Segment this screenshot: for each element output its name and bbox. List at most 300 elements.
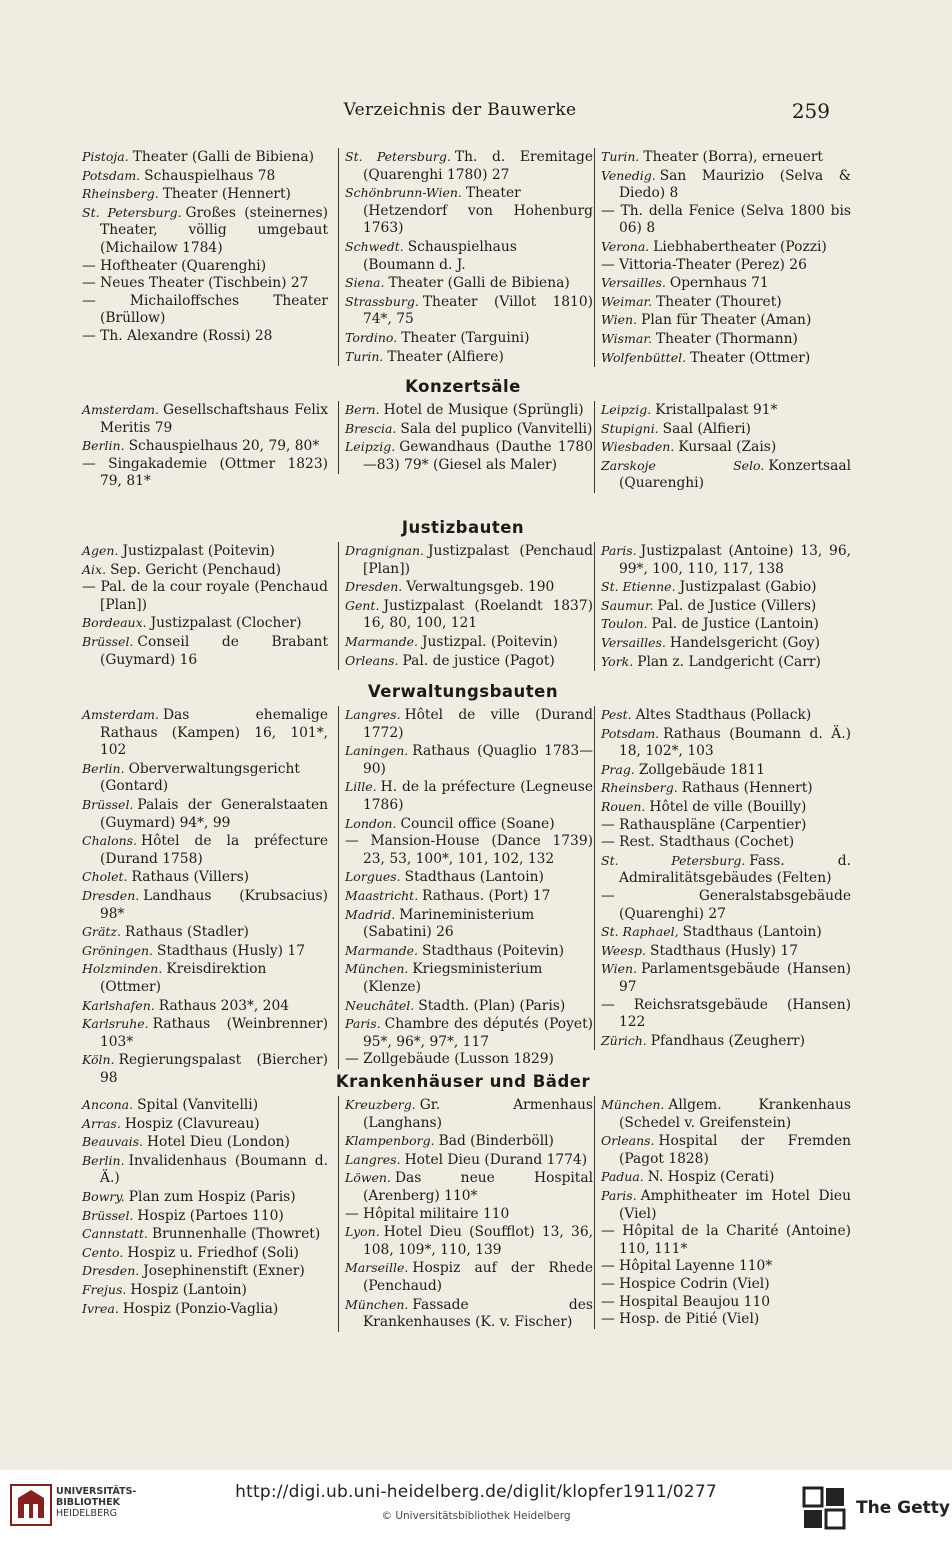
index-entry bbox=[82, 258, 328, 276]
index-entry bbox=[82, 796, 328, 832]
entry-place: Berlin. bbox=[82, 1152, 125, 1168]
index-entry bbox=[345, 1015, 593, 1051]
index-entry bbox=[345, 1051, 593, 1069]
index-entry bbox=[601, 1187, 851, 1223]
index-entry bbox=[345, 652, 593, 671]
entry-text: N. Hospiz (Cerati) bbox=[647, 1169, 775, 1186]
entry-text: Schauspielhaus 20, 79, 80* bbox=[128, 438, 320, 455]
entry-place: St. Petersburg. bbox=[345, 149, 451, 164]
entry-text: Plan zum Hospiz (Paris) bbox=[128, 1188, 296, 1205]
entry-text: Justizpalast (Clocher) bbox=[150, 615, 302, 632]
index-entry bbox=[82, 1300, 328, 1319]
column-3 bbox=[594, 401, 851, 493]
entry-place: Lille. bbox=[345, 779, 377, 795]
entry-place: Siena. bbox=[345, 275, 385, 291]
entry-place: Karlsruhe. bbox=[82, 1016, 149, 1032]
index-entry bbox=[345, 542, 593, 578]
index-entry bbox=[82, 706, 328, 760]
index-entry bbox=[82, 887, 328, 923]
entry-place: St. Etienne. bbox=[601, 579, 676, 595]
entry-text: Schauspielhaus 78 bbox=[144, 167, 276, 184]
index-entry bbox=[345, 348, 593, 367]
entry-text: Schauspielhaus (Boumann d. J. bbox=[363, 238, 517, 273]
entry-place: Schönbrunn-Wien. bbox=[345, 185, 462, 201]
entry-place: Brüssel. bbox=[82, 633, 134, 649]
index-entry bbox=[82, 1188, 328, 1207]
entry-text: Rathaus (Quaglio 1783—90) bbox=[363, 743, 593, 777]
entry-place: Rheinsberg. bbox=[601, 780, 678, 796]
index-entry bbox=[82, 1096, 328, 1115]
entry-text: Kreisdirektion (Ottmer) bbox=[100, 961, 267, 995]
entry-place: Dresden. bbox=[345, 579, 403, 595]
section-theater bbox=[82, 148, 851, 370]
entry-text: Fass. d. Admiralitätsgebäudes (Felten) bbox=[619, 852, 852, 887]
index-entry bbox=[82, 832, 328, 868]
column-2 bbox=[338, 1096, 593, 1332]
entry-place: Venedig. bbox=[601, 167, 656, 183]
entry-text: Theater (Villot 1810) 74*, 75 bbox=[363, 293, 593, 328]
column-2 bbox=[338, 706, 593, 1069]
entry-text: Oberverwaltungsgericht (Gontard) bbox=[100, 760, 300, 795]
library-name-line: BIBLIOTHEK bbox=[56, 1497, 120, 1508]
entry-place: Bern. bbox=[345, 402, 380, 417]
entry-place: Potsdam. bbox=[82, 167, 141, 183]
index-entry bbox=[345, 868, 593, 887]
entry-place: Turin. bbox=[601, 149, 640, 164]
index-entry bbox=[82, 167, 328, 186]
index-entry bbox=[601, 706, 851, 725]
entry-text: — Reichsratsgebäude (Hansen) 122 bbox=[601, 996, 851, 1031]
entry-place: Köln. bbox=[82, 1052, 115, 1068]
entry-place: Marseille. bbox=[345, 1260, 409, 1276]
entry-text: Gr. Armenhaus (Langhans) bbox=[363, 1097, 593, 1131]
entry-place: Laningen. bbox=[345, 743, 409, 759]
index-entry bbox=[82, 1015, 328, 1051]
entry-place: Leipzig. bbox=[345, 439, 396, 455]
entry-place: Frejus. bbox=[82, 1281, 127, 1297]
entry-place: Verona. bbox=[601, 238, 650, 254]
entry-place: Stupigni. bbox=[601, 420, 659, 436]
column-2 bbox=[338, 542, 593, 670]
entry-text: — Rest. Stadthaus (Cochet) bbox=[601, 834, 795, 851]
entry-place: Weimar. bbox=[601, 293, 653, 309]
entry-place: Ancona. bbox=[82, 1097, 134, 1112]
entry-text: Josephinenstift (Exner) bbox=[143, 1263, 305, 1280]
entry-place: Langres. bbox=[345, 707, 401, 722]
section-columns bbox=[82, 1096, 851, 1432]
entry-text: — Neues Theater (Tischbein) 27 bbox=[82, 275, 309, 292]
entry-text: Hotel Dieu (London) bbox=[147, 1134, 290, 1151]
entry-place: Versailles. bbox=[601, 634, 666, 650]
index-entry bbox=[345, 833, 593, 868]
index-entry bbox=[82, 1152, 328, 1188]
entry-text: — Vittoria-Theater (Perez) 26 bbox=[601, 256, 807, 273]
entry-text: Das ehemalige Rathaus (Kampen) 16, 101*, 102 bbox=[100, 707, 328, 759]
column-1 bbox=[82, 148, 328, 346]
entry-text: Sep. Gericht (Penchaud) bbox=[110, 561, 282, 578]
entry-place: Maastricht. bbox=[345, 887, 419, 903]
entry-text: — Pal. de la cour royale (Penchaud [Plan]) bbox=[82, 579, 328, 613]
section-konzertsaele bbox=[82, 376, 851, 513]
index-entry bbox=[345, 293, 593, 329]
entry-text: Hospiz (Ponzio-Vaglia) bbox=[122, 1300, 279, 1317]
entry-place: Langres. bbox=[345, 1151, 401, 1167]
entry-place: Klampenborg. bbox=[345, 1133, 435, 1149]
entry-text: Invalidenhaus (Boumann d. Ä.) bbox=[100, 1152, 328, 1187]
entry-text: Hospiz u. Friedhof (Soli) bbox=[127, 1244, 299, 1261]
section-title: Justizbauten bbox=[401, 518, 525, 537]
entry-text: — Rathauspläne (Carpentier) bbox=[601, 816, 807, 833]
entry-text: Stadthaus (Husly) 17 bbox=[650, 942, 798, 959]
section-columns bbox=[82, 542, 851, 674]
entry-text: Hôtel de ville (Durand 1772) bbox=[363, 707, 593, 741]
index-entry bbox=[601, 148, 851, 167]
index-entry bbox=[82, 456, 328, 491]
entry-text: Justizpalast (Gabio) bbox=[679, 579, 817, 596]
column-3 bbox=[594, 148, 851, 367]
index-entry bbox=[82, 185, 328, 204]
entry-text: Sala del puplico (Vanvitelli) bbox=[400, 420, 593, 437]
entry-text: Allgem. Krankenhaus (Schedel v. Greifenstein) bbox=[619, 1097, 851, 1131]
index-entry bbox=[345, 960, 593, 996]
entry-text: Theater (Thormann) bbox=[655, 330, 798, 347]
entry-text: Rathaus (Stadler) bbox=[125, 924, 249, 941]
index-entry bbox=[601, 203, 851, 238]
entry-text: Gesellschaftshaus Felix Meritis 79 bbox=[100, 402, 328, 436]
index-entry bbox=[82, 328, 328, 346]
index-entry bbox=[82, 633, 328, 669]
entry-place: Wien. bbox=[601, 312, 638, 328]
entry-text: Theater (Ottmer) bbox=[690, 349, 811, 366]
index-entry bbox=[601, 1294, 851, 1312]
index-entry bbox=[345, 942, 593, 961]
index-entry bbox=[601, 274, 851, 293]
entry-place: Berlin. bbox=[82, 760, 125, 776]
index-entry bbox=[601, 257, 851, 275]
entry-place: Arras. bbox=[82, 1115, 121, 1131]
entry-text: Palais der Generalstaaten (Guymard) 94*, 99 bbox=[100, 796, 328, 831]
column-3 bbox=[594, 542, 851, 671]
index-entry bbox=[601, 438, 851, 457]
index-entry bbox=[82, 1281, 328, 1300]
entry-place: Zarskoje Selo. bbox=[601, 457, 765, 473]
heidelberg-university-library-logo-icon bbox=[10, 1484, 52, 1526]
entry-place: Wien. bbox=[601, 961, 638, 977]
copyright-notice: © Universitätsbibliothek Heidelberg bbox=[381, 1510, 571, 1522]
entry-text: Council office (Soane) bbox=[400, 815, 555, 832]
entry-place: Gröningen. bbox=[82, 942, 154, 958]
entry-place: Cento. bbox=[82, 1244, 124, 1260]
index-entry bbox=[345, 706, 593, 742]
entry-text: Justizpalast (Poitevin) bbox=[122, 543, 275, 559]
entry-text: — Hosp. de Pitié (Viel) bbox=[601, 1311, 760, 1328]
entry-place: Orleans. bbox=[601, 1133, 655, 1149]
entry-text: H. de la préfecture (Legneuse 1786) bbox=[363, 779, 593, 813]
page-number: 259 bbox=[791, 99, 830, 123]
index-entry bbox=[601, 578, 851, 597]
entry-place: Wismar. bbox=[601, 330, 652, 346]
entry-text: Brunnenhalle (Thowret) bbox=[152, 1226, 321, 1243]
index-entry bbox=[82, 868, 328, 887]
entry-place: Cholet. bbox=[82, 869, 128, 885]
index-entry bbox=[82, 401, 328, 437]
entry-place: Amsterdam. bbox=[82, 707, 159, 722]
entry-text: Kursaal (Zais) bbox=[678, 439, 777, 456]
entry-text: Stadth. (Plan) (Paris) bbox=[418, 997, 566, 1014]
entry-text: Theater (Targuini) bbox=[401, 329, 530, 346]
entry-text: Spital (Vanvitelli) bbox=[137, 1097, 259, 1113]
section-title: Konzertsäle bbox=[405, 377, 521, 396]
entry-place: Lorgues. bbox=[345, 869, 401, 885]
index-entry bbox=[601, 1168, 851, 1187]
entry-place: Weesp. bbox=[601, 942, 647, 958]
entry-place: York. bbox=[601, 653, 634, 669]
entry-place: Aix. bbox=[82, 561, 107, 577]
getty-logo-icon bbox=[802, 1486, 848, 1530]
index-entry bbox=[601, 1223, 851, 1258]
index-entry bbox=[601, 238, 851, 257]
entry-place: Tordino. bbox=[345, 329, 398, 345]
section-justizbauten bbox=[82, 517, 851, 674]
entry-place: Neuchâtel. bbox=[345, 997, 415, 1013]
entry-text: — Hospital Beaujou 110 bbox=[601, 1293, 771, 1310]
index-entry bbox=[601, 942, 851, 961]
entry-text: Hôtel de la préfecture (Durand 1758) bbox=[100, 833, 328, 867]
entry-place: Bowry. bbox=[82, 1188, 125, 1204]
entry-text: Th. d. Eremitage (Quarenghi 1780) 27 bbox=[363, 149, 593, 183]
entry-text: Hotel Dieu (Durand 1774) bbox=[404, 1151, 588, 1168]
index-entry bbox=[82, 1262, 328, 1281]
entry-text: Rathaus (Villers) bbox=[131, 869, 250, 886]
column-1 bbox=[82, 542, 328, 669]
index-entry bbox=[345, 778, 593, 814]
entry-text: Hôtel de ville (Bouilly) bbox=[649, 798, 807, 815]
entry-text: — Singakademie (Ottmer 1823) 79, 81* bbox=[82, 455, 328, 490]
index-entry bbox=[82, 148, 328, 167]
permalink-url[interactable]: http://digi.ub.uni-heidelberg.de/diglit/klopfer1911/0277 bbox=[235, 1482, 717, 1502]
index-entry bbox=[601, 330, 851, 349]
entry-place: München. bbox=[601, 1097, 665, 1112]
index-entry bbox=[601, 542, 851, 578]
index-entry bbox=[345, 633, 593, 652]
index-entry bbox=[345, 1132, 593, 1151]
entry-place: Karlshafen. bbox=[82, 997, 155, 1013]
index-entry bbox=[601, 960, 851, 996]
entry-place: Saumur. bbox=[601, 597, 654, 613]
entry-place: Potsdam. bbox=[601, 725, 660, 741]
entry-text: Gewandhaus (Dauthe 1780—83) 79* (Giesel als Maler) bbox=[363, 439, 593, 473]
entry-text: Stadthaus (Husly) 17 bbox=[157, 942, 305, 959]
index-entry bbox=[601, 634, 851, 653]
entry-place: Padua. bbox=[601, 1169, 644, 1185]
index-entry bbox=[345, 401, 593, 420]
column-1 bbox=[82, 401, 328, 491]
index-entry bbox=[82, 579, 328, 614]
entry-text: Konzertsaal (Quarenghi) bbox=[619, 457, 851, 492]
entry-text: Theater (Hennert) bbox=[162, 186, 291, 203]
library-name-line: UNIVERSITÄTS- bbox=[56, 1486, 137, 1497]
index-entry bbox=[601, 1258, 851, 1276]
entry-text: Pfandhaus (Zeugherr) bbox=[650, 1032, 806, 1049]
index-entry bbox=[82, 293, 328, 328]
index-entry bbox=[345, 742, 593, 778]
column-1 bbox=[82, 1096, 328, 1318]
entry-place: Wolfenbüttel. bbox=[601, 349, 687, 365]
entry-text: Verwaltungsgeb. 190 bbox=[406, 579, 555, 596]
entry-place: Madrid. bbox=[345, 906, 396, 922]
index-entry bbox=[601, 779, 851, 798]
entry-text: Rathaus (Boumann d. Ä.) 18, 102*, 103 bbox=[619, 725, 851, 760]
entry-place: Zürich. bbox=[601, 1032, 647, 1048]
index-entry bbox=[601, 725, 851, 761]
entry-text: Rathaus 203*, 204 bbox=[158, 997, 290, 1014]
entry-place: Dresden. bbox=[82, 887, 140, 903]
entry-place: Paris. bbox=[601, 1187, 637, 1203]
index-entry bbox=[345, 597, 593, 633]
entry-text: Hospiz (Lantoin) bbox=[130, 1281, 247, 1298]
entry-place: Dresden. bbox=[82, 1263, 140, 1279]
entry-text: Theater (Alfiere) bbox=[387, 348, 504, 365]
entry-text: Parlamentsgebäude (Hansen) 97 bbox=[619, 961, 851, 995]
entry-place: München. bbox=[345, 961, 409, 977]
entry-text: — Michailoffsches Theater (Brüllow) bbox=[82, 292, 328, 327]
index-entry bbox=[345, 887, 593, 906]
entry-text: Rathaus (Hennert) bbox=[681, 780, 813, 797]
section-columns bbox=[82, 148, 851, 370]
index-entry bbox=[345, 1096, 593, 1132]
section-krankenhaeuser bbox=[82, 1071, 851, 1432]
index-entry bbox=[345, 1223, 593, 1259]
entry-place: Pest. bbox=[601, 707, 632, 722]
index-entry bbox=[345, 274, 593, 293]
entry-text: — Th. Alexandre (Rossi) 28 bbox=[82, 327, 273, 344]
index-entry bbox=[601, 1032, 851, 1051]
entry-place: Marmande. bbox=[345, 633, 418, 649]
index-entry bbox=[345, 329, 593, 348]
entry-text: Altes Stadthaus (Pollack) bbox=[635, 707, 812, 723]
index-entry bbox=[345, 420, 593, 439]
index-entry bbox=[345, 148, 593, 184]
entry-text: Conseil de Brabant (Guymard) 16 bbox=[100, 633, 328, 668]
entry-place: Wiesbaden. bbox=[601, 439, 675, 455]
index-entry bbox=[82, 1244, 328, 1263]
entry-place: Cannstatt. bbox=[82, 1226, 149, 1242]
entry-text: Saal (Alfieri) bbox=[662, 420, 751, 437]
index-entry bbox=[345, 184, 593, 238]
entry-place: Amsterdam. bbox=[82, 402, 159, 417]
index-entry bbox=[82, 437, 328, 456]
entry-text: Pal. de Justice (Villers) bbox=[657, 597, 817, 614]
entry-place: Turin. bbox=[345, 348, 384, 364]
entry-text: Pal. de Justice (Lantoin) bbox=[651, 616, 819, 633]
entry-text: Theater (Borra), erneuert bbox=[643, 149, 823, 165]
section-title: Verwaltungsbauten bbox=[367, 682, 559, 701]
index-entry bbox=[345, 1151, 593, 1170]
entry-text: — Hôpital militaire 110 bbox=[345, 1205, 510, 1222]
index-entry bbox=[82, 275, 328, 293]
entry-text: Liebhabertheater (Pozzi) bbox=[653, 238, 827, 255]
index-entry bbox=[601, 597, 851, 616]
entry-text: Rathaus (Weinbrenner) 103* bbox=[100, 1016, 328, 1050]
entry-text: Zollgebäude 1811 bbox=[638, 761, 765, 778]
viewer-footer bbox=[0, 1470, 952, 1542]
entry-text: — Hoftheater (Quarenghi) bbox=[82, 257, 267, 274]
index-entry bbox=[601, 349, 851, 368]
entry-text: Hospiz (Clavureau) bbox=[124, 1115, 260, 1132]
entry-text: Bad (Binderböll) bbox=[438, 1133, 554, 1150]
partner-name: The Getty bbox=[856, 1498, 950, 1518]
column-3 bbox=[594, 706, 851, 1050]
index-entry bbox=[601, 1096, 851, 1132]
index-entry bbox=[601, 923, 851, 942]
entry-place: Lyon. bbox=[345, 1224, 380, 1240]
index-entry bbox=[345, 1206, 593, 1224]
entry-text: Kristallpalast 91* bbox=[655, 402, 778, 418]
index-entry bbox=[601, 401, 851, 420]
entry-place: Strassburg. bbox=[345, 293, 419, 309]
entry-text: Justizpalast (Penchaud [Plan]) bbox=[363, 543, 593, 577]
entry-text: Opernhaus 71 bbox=[669, 275, 769, 292]
library-name bbox=[56, 1486, 136, 1519]
entry-text: Pal. de justice (Pagot) bbox=[402, 652, 555, 669]
entry-text: — Zollgebäude (Lusson 1829) bbox=[345, 1051, 554, 1068]
library-name-line: HEIDELBERG bbox=[56, 1508, 118, 1519]
entry-place: St. Petersburg. bbox=[601, 852, 746, 868]
entry-text: Stadthaus (Lantoin) bbox=[682, 924, 822, 941]
index-entry bbox=[601, 293, 851, 312]
entry-text: Hospiz (Partoes 110) bbox=[137, 1207, 284, 1224]
index-entry bbox=[601, 615, 851, 634]
index-entry bbox=[601, 1276, 851, 1294]
entry-place: Paris. bbox=[601, 543, 637, 558]
index-entry bbox=[601, 888, 851, 923]
entry-text: Hospital der Fremden (Pagot 1828) bbox=[619, 1133, 851, 1167]
section-title: Krankenhäuser und Bäder bbox=[335, 1072, 591, 1091]
entry-text: Justizpalast (Roelandt 1837) 16, 80, 100, 121 bbox=[363, 597, 593, 632]
index-entry bbox=[345, 1296, 593, 1332]
entry-place: Rouen. bbox=[601, 798, 646, 814]
index-entry bbox=[345, 815, 593, 834]
entry-place: Brüssel. bbox=[82, 1207, 134, 1223]
index-entry bbox=[82, 942, 328, 961]
entry-place: Prag. bbox=[601, 761, 635, 777]
entry-text: Plan für Theater (Aman) bbox=[641, 312, 812, 329]
index-entry bbox=[82, 1225, 328, 1244]
index-entry bbox=[82, 997, 328, 1016]
entry-place: Gent. bbox=[345, 597, 380, 613]
index-entry bbox=[82, 561, 328, 580]
index-entry bbox=[82, 923, 328, 942]
entry-place: Marmande. bbox=[345, 942, 418, 958]
entry-place: Löwen. bbox=[345, 1170, 391, 1186]
index-entry bbox=[82, 760, 328, 796]
column-2 bbox=[338, 401, 593, 474]
entry-place: London. bbox=[345, 815, 397, 831]
index-entry bbox=[601, 761, 851, 780]
entry-place: Orleans. bbox=[345, 652, 399, 668]
column-1 bbox=[82, 706, 328, 1087]
entry-text: Stadthaus (Poitevin) bbox=[421, 942, 565, 959]
entry-place: Ivrea. bbox=[82, 1300, 119, 1316]
entry-text: — Th. della Fenice (Selva 1800 bis 06) 8 bbox=[601, 202, 851, 237]
entry-place: Holzminden. bbox=[82, 961, 163, 977]
entry-text: Theater (Galli de Bibiena) bbox=[388, 275, 570, 292]
entry-place: Toulon. bbox=[601, 616, 648, 632]
index-entry bbox=[82, 542, 328, 561]
entry-text: Regierungspalast (Biercher) 98 bbox=[100, 1052, 328, 1086]
entry-text: — Mansion-House (Dance 1739) 23, 53, 100*, 101, 102, 132 bbox=[345, 833, 593, 867]
index-entry bbox=[601, 997, 851, 1032]
